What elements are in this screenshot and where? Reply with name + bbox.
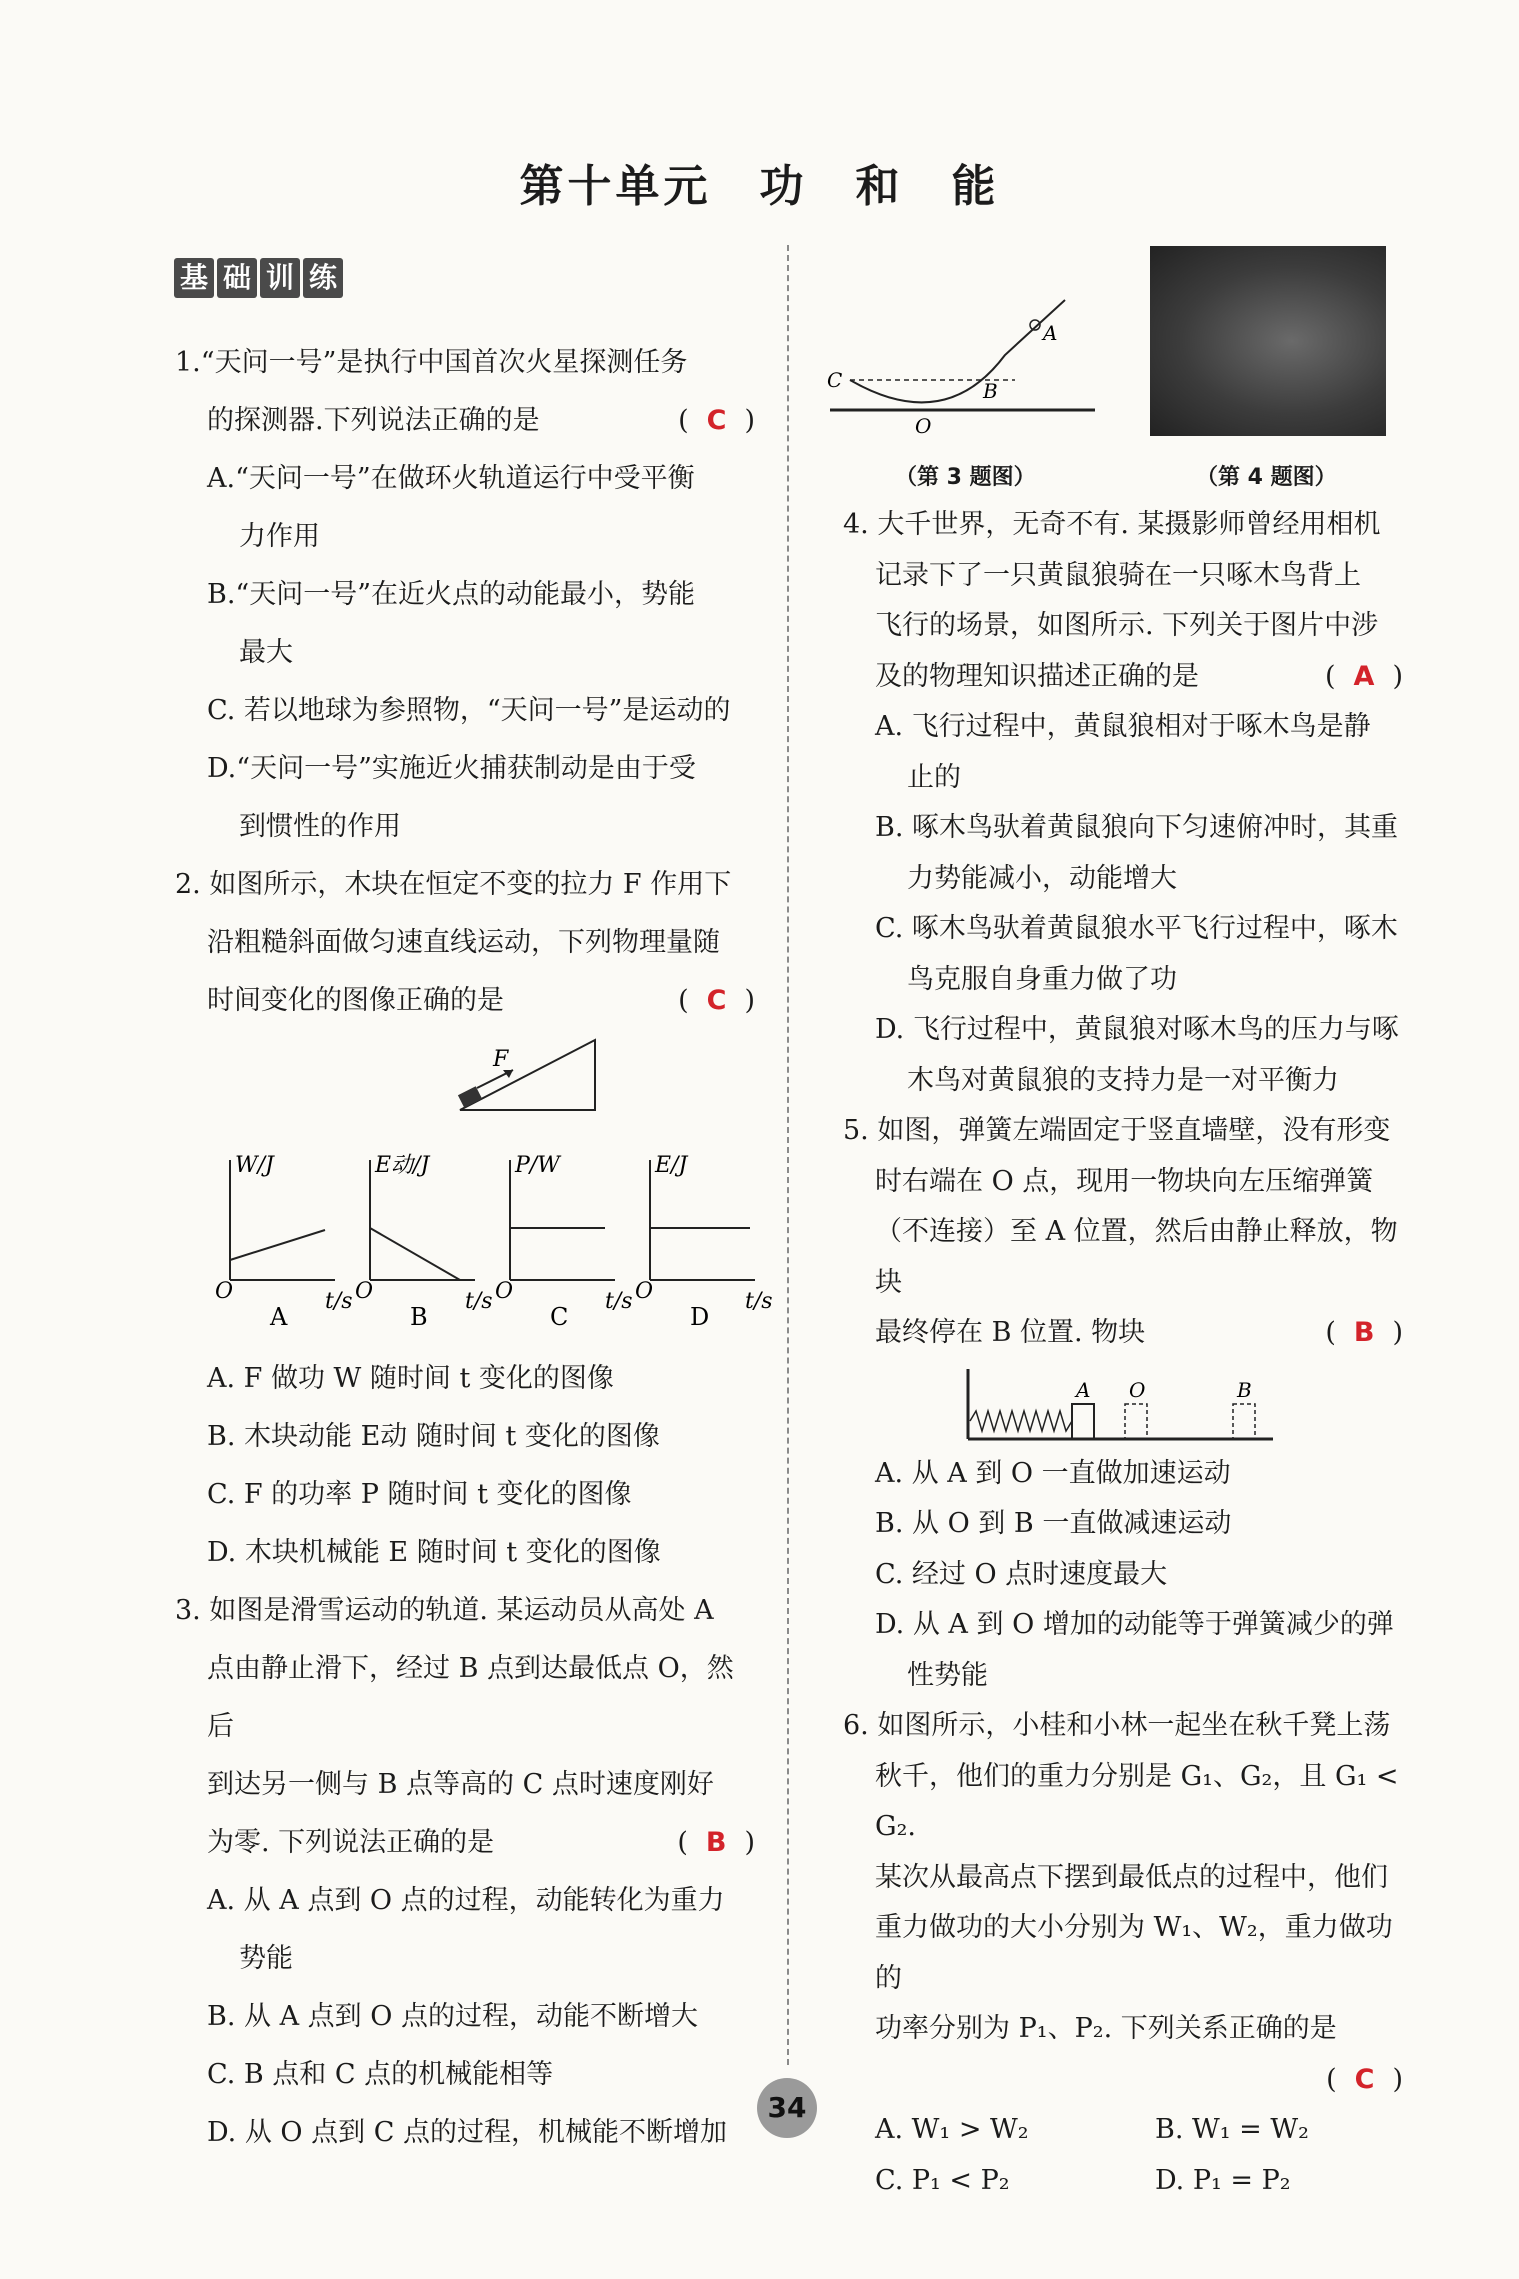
badge-char: 础 bbox=[217, 258, 257, 298]
q6-option-c: C. P₁ < P₂ bbox=[875, 2164, 1010, 2196]
q4-photo bbox=[1150, 246, 1386, 436]
q4-option-c: C. 啄木鸟驮着黄鼠狼水平飞行过程中，啄木 bbox=[875, 913, 1398, 944]
q2-stem-answer-row bbox=[175, 972, 755, 1030]
q4-stem-line: 飞行的场景，如图所示. 下列关于图片中涉 bbox=[875, 610, 1379, 641]
q4-option-d: D. 飞行过程中，黄鼠狼对啄木鸟的压力与啄 bbox=[875, 1014, 1399, 1045]
q6-option-a: A. W₁ > W₂ bbox=[875, 2114, 1029, 2145]
q3-stem-answer-row bbox=[175, 1814, 755, 1872]
graph-a bbox=[215, 1153, 353, 1331]
graph-a-letter: A bbox=[270, 1303, 288, 1331]
graph-b-origin: O bbox=[355, 1279, 374, 1304]
graph-d-origin: O bbox=[635, 1279, 654, 1304]
answer-letter: A bbox=[1353, 660, 1375, 692]
graph-d bbox=[635, 1153, 773, 1331]
q6-option-b: B. W₁ = W₂ bbox=[1155, 2114, 1309, 2145]
graph-d-ylabel: E/J bbox=[655, 1153, 688, 1178]
graph-b-letter: B bbox=[410, 1303, 428, 1331]
section-badge bbox=[174, 258, 343, 298]
q4-stem-line: 记录下了一只黄鼠狼骑在一只啄木鸟背上 bbox=[875, 559, 1361, 591]
q4-option-a: A. 飞行过程中，黄鼠狼相对于啄木鸟是静 bbox=[875, 711, 1371, 742]
point-b: B bbox=[983, 379, 998, 403]
page-title: 第十单元 功 和 能 bbox=[519, 161, 1000, 212]
q5-option-d-cont: 性势能 bbox=[907, 1659, 988, 1691]
page-number: 34 bbox=[757, 2078, 817, 2138]
q6-stem-line: 功率分别为 P₁、P₂. 下列关系正确的是 bbox=[875, 2013, 1337, 2044]
q5-stem-line: 最终停在 B 位置. 物块 bbox=[875, 1317, 1146, 1348]
q5-stem-answer-row bbox=[843, 1308, 1403, 1359]
answer-letter: C bbox=[706, 985, 727, 1016]
q1-answer: ( C ) bbox=[678, 405, 755, 436]
graph-d-xlabel: t/s bbox=[745, 1289, 773, 1314]
point-a: A bbox=[1043, 321, 1058, 345]
q5-stem-line: 时右端在 O 点，现用一物块向左压缩弹簧 bbox=[875, 1165, 1374, 1197]
question-4 bbox=[843, 500, 1403, 1106]
q4-option-b: B. 啄木鸟驮着黄鼠狼向下匀速俯冲时，其重 bbox=[875, 812, 1399, 843]
q3-option-a: A. 从 A 点到 O 点的过程，动能转化为重力 bbox=[207, 1885, 725, 1916]
q6-options bbox=[843, 2105, 1403, 2156]
q5-option-d: D. 从 A 到 O 增加的动能等于弹簧减少的弹 bbox=[875, 1609, 1394, 1640]
graph-c-origin: O bbox=[495, 1279, 514, 1304]
q4-stem-answer-row bbox=[843, 652, 1403, 703]
graph-a-ylabel: W/J bbox=[235, 1153, 274, 1178]
answer-letter: C bbox=[706, 405, 727, 436]
q5-answer: ( B ) bbox=[1325, 1317, 1403, 1348]
q5-option-a: A. 从 A 到 O 一直做加速运动 bbox=[875, 1457, 1231, 1489]
incline-diagram bbox=[458, 1040, 595, 1110]
q4-caption: （第 4 题图） bbox=[1196, 465, 1337, 490]
q1-option-b-cont: 最大 bbox=[239, 637, 293, 668]
q6-stem-line: 6. 如图所示，小桂和小林一起坐在秋千凳上荡 bbox=[843, 1710, 1391, 1741]
q4-option-c-cont: 鸟克服自身重力做了功 bbox=[907, 963, 1177, 995]
q3-answer: ( B ) bbox=[677, 1827, 755, 1858]
badge-char: 训 bbox=[260, 258, 300, 298]
question-5 bbox=[843, 1106, 1403, 1701]
q3-stem-line: 为零. 下列说法正确的是 bbox=[207, 1827, 495, 1858]
q6-answer: ( C ) bbox=[1326, 2063, 1403, 2095]
graph-a-origin: O bbox=[215, 1279, 234, 1304]
badge-char: 基 bbox=[174, 258, 214, 298]
q3-option-c: C. B 点和 C 点的机械能相等 bbox=[207, 2059, 554, 2090]
q5-option-c: C. 经过 O 点时速度最大 bbox=[875, 1558, 1168, 1590]
q4-stem-line: 4. 大千世界，无奇不有. 某摄影师曾经用相机 bbox=[843, 509, 1381, 540]
q3-stem-line: 点由静止滑下，经过 B 点到达最低点 O，然后 bbox=[207, 1653, 734, 1742]
q6-answer-row bbox=[843, 2055, 1403, 2106]
q5-figure bbox=[843, 1359, 1403, 1449]
q1-stem-line: 1.“天问一号”是执行中国首次火星探测任务 bbox=[175, 347, 688, 378]
q3-stem-line: 到达另一侧与 B 点等高的 C 点时速度刚好 bbox=[207, 1769, 714, 1800]
q3-stem-line: 3. 如图是滑雪运动的轨道. 某运动员从高处 A bbox=[175, 1595, 714, 1626]
right-column bbox=[843, 500, 1403, 2206]
q2-option-d: D. 木块机械能 E 随时间 t 变化的图像 bbox=[207, 1537, 661, 1568]
q4-option-b-cont: 力势能减小，动能增大 bbox=[907, 862, 1177, 894]
graph-b-ylabel: E动/J bbox=[375, 1153, 430, 1178]
q4-answer: ( A ) bbox=[1325, 660, 1403, 692]
q4-option-d-cont: 木鸟对黄鼠狼的支持力是一对平衡力 bbox=[907, 1064, 1339, 1096]
q4-option-a-cont: 止的 bbox=[907, 761, 961, 793]
column-divider bbox=[787, 245, 789, 2065]
q1-option-a-cont: 力作用 bbox=[239, 521, 320, 552]
q2-stem-line: 时间变化的图像正确的是 bbox=[207, 985, 504, 1016]
q2-option-c: C. F 的功率 P 随时间 t 变化的图像 bbox=[207, 1479, 632, 1510]
question-1 bbox=[175, 334, 755, 856]
graph-c-xlabel: t/s bbox=[605, 1289, 633, 1314]
q5-option-b: B. 从 O 到 B 一直做减速运动 bbox=[875, 1508, 1232, 1539]
question-3 bbox=[175, 1582, 755, 2162]
graph-c-letter: C bbox=[550, 1303, 569, 1331]
answer-letter: B bbox=[705, 1827, 727, 1858]
q1-option-a: A.“天问一号”在做环火轨道运行中受平衡 bbox=[207, 463, 695, 494]
label-a: A bbox=[1076, 1377, 1091, 1402]
point-c: C bbox=[827, 368, 843, 392]
answer-letter: C bbox=[1354, 2063, 1375, 2095]
label-b: B bbox=[1237, 1377, 1252, 1402]
q3-option-d: D. 从 O 点到 C 点的过程，机械能不断增加 bbox=[207, 2117, 727, 2148]
q3-caption: （第 3 题图） bbox=[895, 465, 1036, 490]
q2-stem-line: 沿粗糙斜面做匀速直线运动，下列物理量随 bbox=[207, 927, 720, 958]
q2-figure bbox=[195, 1030, 773, 1331]
q6-option-d: D. P₁ = P₂ bbox=[1155, 2164, 1291, 2196]
q1-stem-line: 的探测器.下列说法正确的是 bbox=[207, 405, 540, 436]
graph-b bbox=[355, 1153, 493, 1331]
q3-option-a-cont: 势能 bbox=[239, 1943, 293, 1974]
q2-stem-line: 2. 如图所示，木块在恒定不变的拉力 F 作用下 bbox=[175, 869, 732, 900]
q6-stem-line: 秋千，他们的重力分别是 G₁、G₂，且 G₁ < G₂. bbox=[875, 1760, 1399, 1842]
q1-option-d-cont: 到惯性的作用 bbox=[239, 811, 401, 842]
q6-stem-line: 重力做功的大小分别为 W₁、W₂，重力做功的 bbox=[875, 1912, 1393, 1994]
graph-d-letter: D bbox=[690, 1303, 710, 1331]
q6-stem-line: 某次从最高点下摆到最低点的过程中，他们 bbox=[875, 1861, 1388, 1893]
q5-stem-line: （不连接）至 A 位置，然后由静止释放，物块 bbox=[875, 1216, 1398, 1298]
graph-c bbox=[495, 1153, 633, 1331]
graph-c-ylabel: P/W bbox=[515, 1153, 560, 1178]
force-label: F bbox=[493, 1047, 509, 1072]
q1-stem-answer-row bbox=[175, 392, 755, 450]
q1-option-d: D.“天问一号”实施近火捕获制动是由于受 bbox=[207, 753, 696, 784]
q5-stem-line: 5. 如图，弹簧左端固定于竖直墙壁，没有形变 bbox=[843, 1115, 1391, 1146]
graph-a-xlabel: t/s bbox=[325, 1289, 353, 1314]
q1-option-c: C. 若以地球为参照物，“天问一号”是运动的 bbox=[207, 695, 731, 726]
q3-figure bbox=[825, 295, 1105, 438]
q3-option-b: B. 从 A 点到 O 点的过程，动能不断增大 bbox=[207, 2001, 698, 2032]
graph-b-xlabel: t/s bbox=[465, 1289, 493, 1314]
q4-stem-line: 及的物理知识描述正确的是 bbox=[875, 660, 1199, 692]
question-6 bbox=[843, 1701, 1403, 2206]
badge-char: 练 bbox=[303, 258, 343, 298]
label-o: O bbox=[1129, 1377, 1146, 1402]
point-o: O bbox=[915, 414, 932, 438]
q2-answer: ( C ) bbox=[678, 985, 755, 1016]
q1-option-b: B.“天问一号”在近火点的动能最小，势能 bbox=[207, 579, 696, 610]
q6-options bbox=[843, 2156, 1403, 2207]
answer-letter: B bbox=[1353, 1317, 1375, 1348]
q2-option-a: A. F 做功 W 随时间 t 变化的图像 bbox=[207, 1363, 614, 1394]
q2-option-b: B. 木块动能 E动 随时间 t 变化的图像 bbox=[207, 1421, 660, 1452]
